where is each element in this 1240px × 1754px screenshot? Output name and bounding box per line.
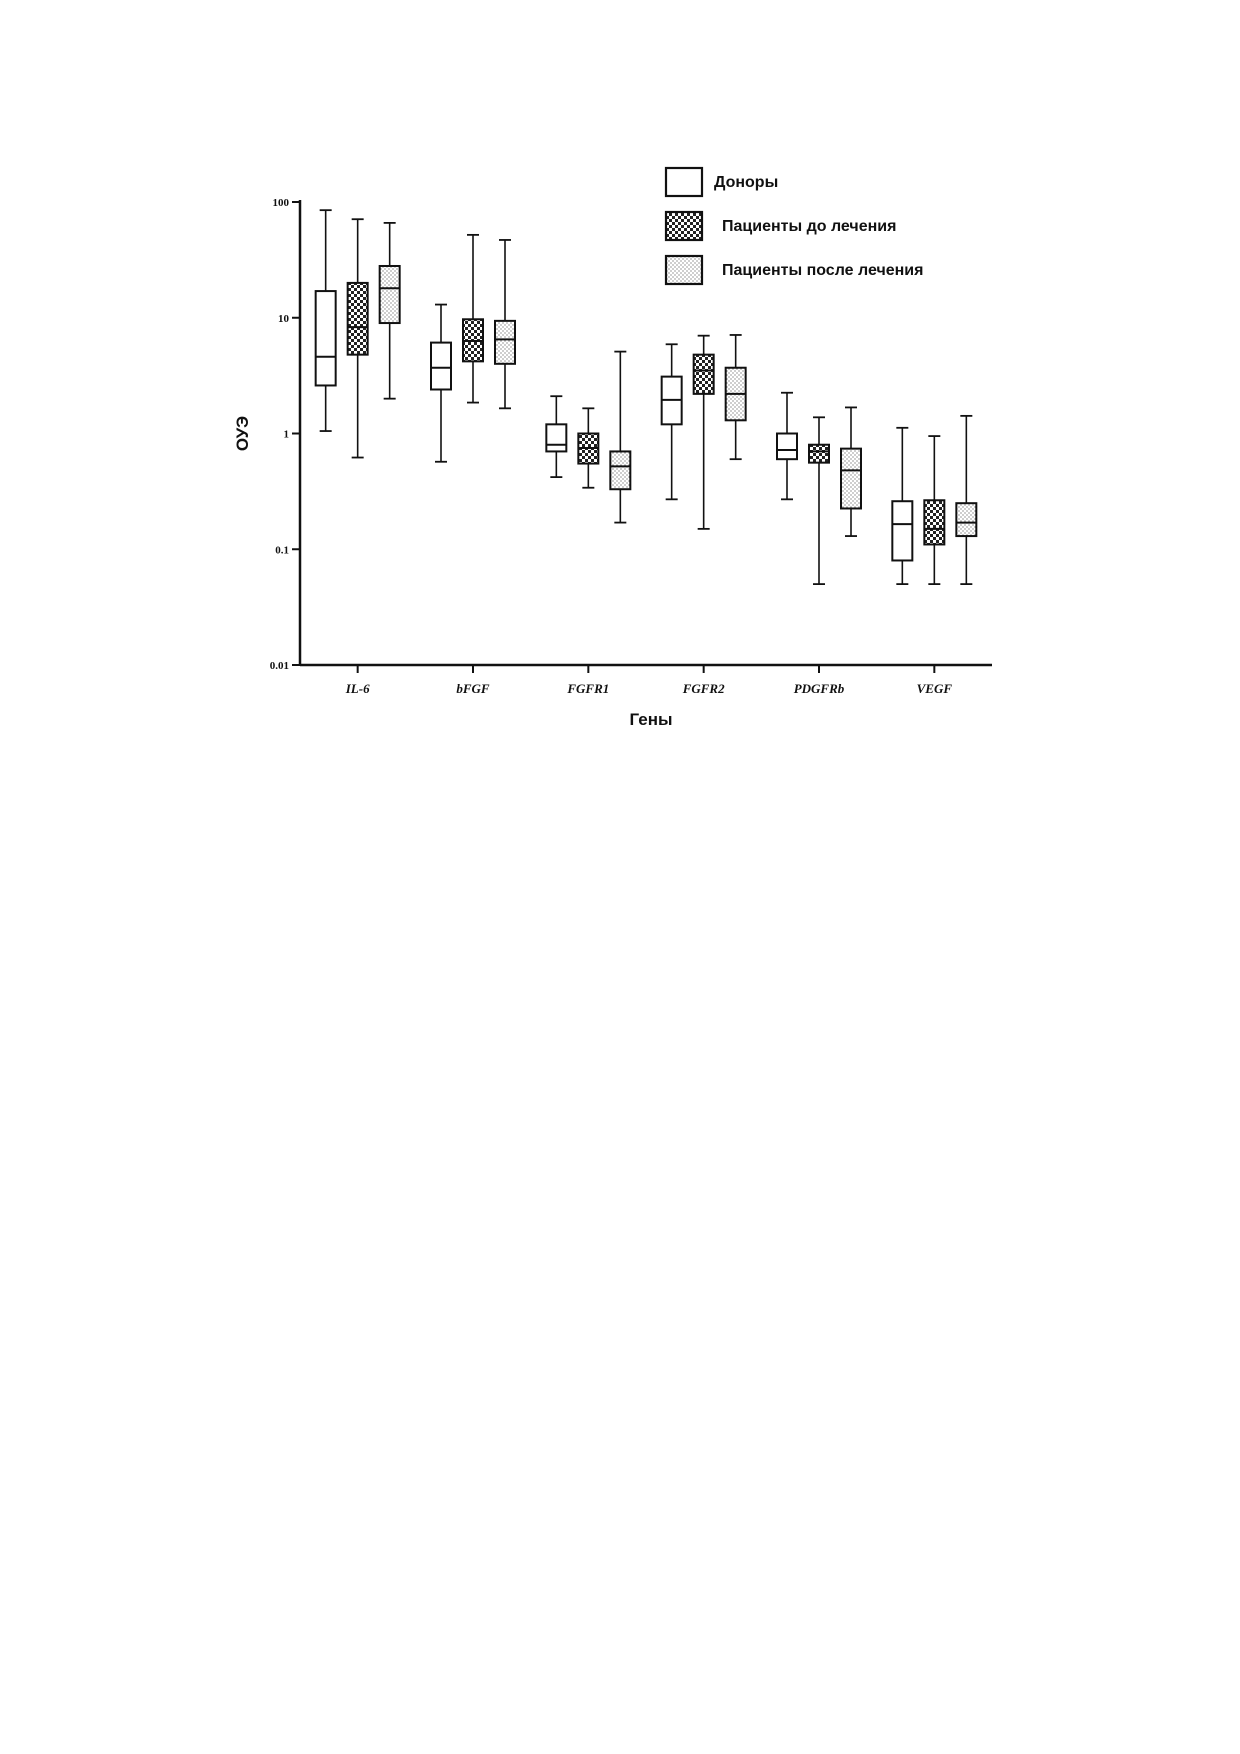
box-PDGFRb-2 — [809, 417, 829, 584]
y-tick-label: 1 — [283, 428, 289, 441]
box-bFGF-1 — [431, 305, 451, 462]
box-VEGF-2 — [924, 436, 944, 584]
box-iqr — [892, 501, 912, 560]
box-FGFR1-1 — [546, 396, 566, 477]
box-iqr — [841, 449, 861, 509]
x-tick-label: FGFR2 — [682, 681, 725, 696]
legend-label: Доноры — [714, 174, 779, 191]
x-tick-label: bFGF — [456, 681, 490, 696]
box-iqr — [316, 291, 336, 385]
y-axis-title: ОУЭ — [233, 415, 252, 452]
box-bFGF-2 — [463, 235, 483, 403]
box-iqr — [694, 355, 714, 394]
y-tick-label: 10 — [278, 312, 289, 325]
box-iqr — [495, 321, 515, 364]
box-IL-6-2 — [348, 219, 368, 457]
chart-canvas — [0, 0, 1240, 760]
box-iqr — [610, 451, 630, 489]
box-iqr — [546, 424, 566, 451]
x-tick-label: FGFR1 — [567, 681, 610, 696]
x-tick-label: VEGF — [916, 681, 953, 696]
x-tick-label: IL-6 — [345, 681, 370, 696]
legend-swatch — [666, 256, 702, 284]
box-PDGFRb-3 — [841, 407, 861, 536]
box-PDGFRb-1 — [777, 393, 797, 500]
box-IL-6-3 — [380, 223, 400, 399]
box-iqr — [956, 503, 976, 536]
legend-swatch — [666, 168, 702, 196]
box-plot-chart — [0, 0, 1240, 760]
y-tick-label: 0.01 — [269, 660, 289, 672]
y-tick-label: 0.1 — [275, 544, 289, 557]
box-iqr — [777, 434, 797, 460]
x-axis-title: Гены — [629, 710, 673, 729]
legend-swatch — [666, 212, 702, 240]
box-FGFR1-2 — [578, 408, 598, 487]
box-VEGF-3 — [956, 416, 976, 584]
box-iqr — [431, 343, 451, 390]
box-iqr — [348, 283, 368, 355]
legend — [666, 168, 923, 284]
box-FGFR2-1 — [662, 344, 682, 499]
box-iqr — [809, 445, 829, 463]
box-IL-6-1 — [316, 210, 336, 431]
x-tick-label: PDGFRb — [793, 681, 845, 696]
y-tick-label: 100 — [272, 197, 289, 209]
box-VEGF-1 — [892, 428, 912, 584]
box-iqr — [380, 266, 400, 323]
legend-label: Пациенты до лечения — [722, 218, 897, 235]
box-FGFR2-3 — [726, 335, 746, 459]
legend-label: Пациенты после лечения — [722, 262, 924, 279]
box-iqr — [924, 500, 944, 544]
box-bFGF-3 — [495, 240, 515, 408]
box-FGFR2-2 — [694, 336, 714, 529]
box-FGFR1-3 — [610, 352, 630, 523]
